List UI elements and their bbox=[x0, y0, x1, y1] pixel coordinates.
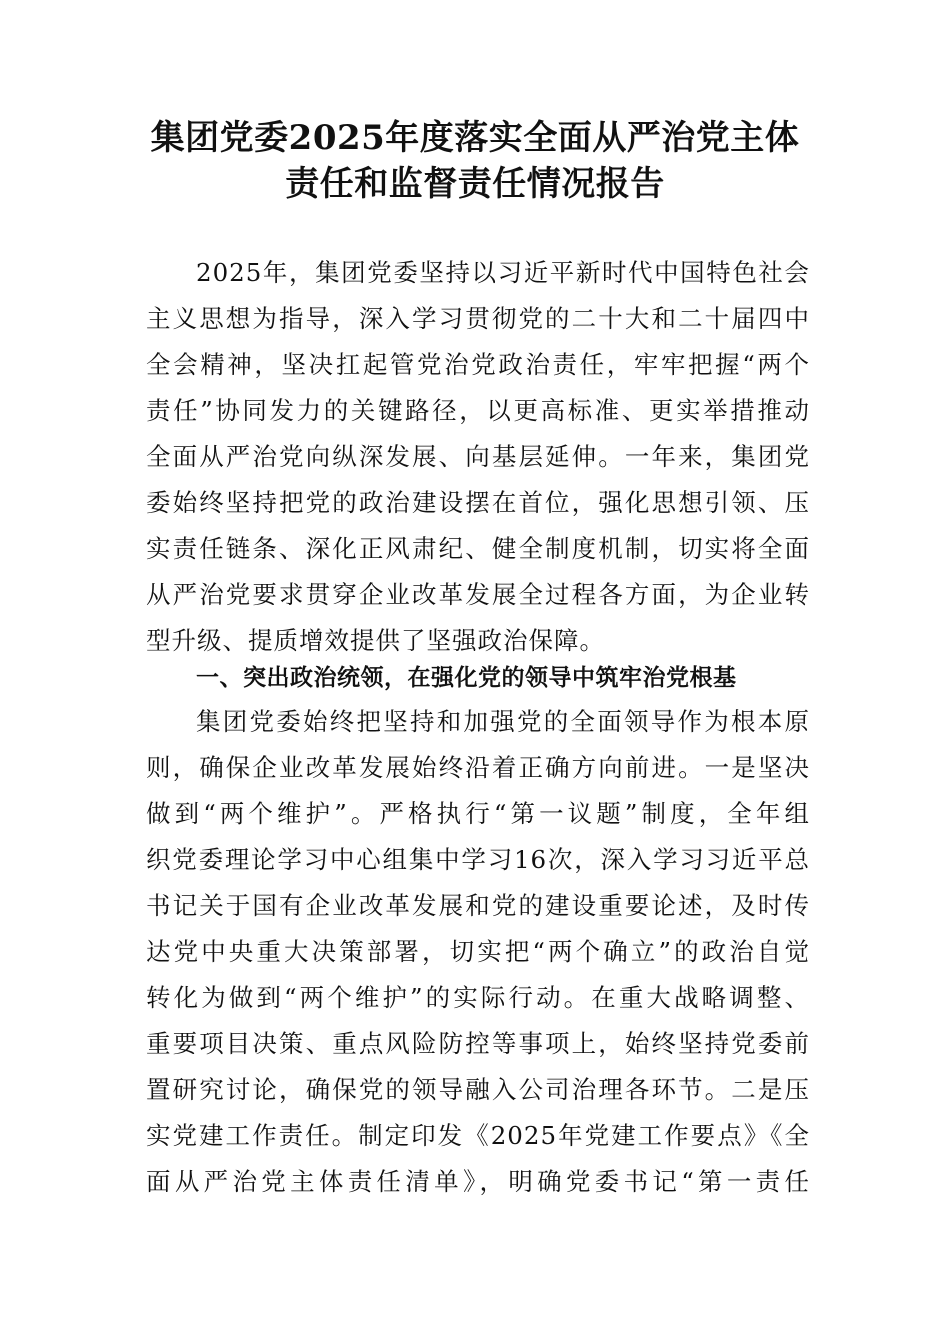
paragraph-line: 转化为做到“两个维护”的实际行动。在重大战略调整、 bbox=[146, 983, 810, 1012]
paragraph-line: 委始终坚持把党的政治建设摆在首位，强化思想引领、压 bbox=[146, 488, 810, 517]
paragraph-line: 达党中央重大决策部署，切实把“两个确立”的政治自觉 bbox=[146, 937, 810, 966]
paragraph-section-1 bbox=[146, 699, 810, 1205]
paragraph-line: 织党委理论学习中心组集中学习16次，深入学习习近平总 bbox=[146, 845, 810, 874]
paragraph-line: 实责任链条、深化正风肃纪、健全制度机制，切实将全面 bbox=[146, 534, 810, 563]
paragraph-line: 则，确保企业改革发展始终沿着正确方向前进。一是坚决 bbox=[146, 753, 810, 782]
paragraph-line: 全面从严治党向纵深发展、向基层延伸。一年来，集团党 bbox=[146, 442, 810, 471]
paragraph-line: 实党建工作责任。制定印发《2025年党建工作要点》《全 bbox=[146, 1121, 810, 1150]
paragraph-line: 型升级、提质增效提供了坚强政治保障。 bbox=[146, 626, 605, 655]
document-title-line-1: 集团党委2025年度落实全面从严治党主体 bbox=[150, 118, 800, 158]
paragraph-line: 置研究讨论，确保党的领导融入公司治理各环节。二是压 bbox=[146, 1075, 810, 1104]
paragraph-intro bbox=[146, 250, 810, 664]
paragraph-line: 做到“两个维护”。严格执行“第一议题”制度，全年组 bbox=[146, 799, 810, 828]
paragraph-line: 责任”协同发力的关键路径，以更高标准、更实举措推动 bbox=[146, 396, 810, 425]
section-heading-1: 一、突出政治统领，在强化党的领导中筑牢治党根基 bbox=[196, 665, 737, 691]
document-title-line-2: 责任和监督责任情况报告 bbox=[285, 164, 665, 204]
paragraph-line: 2025年，集团党委坚持以习近平新时代中国特色社会 bbox=[196, 258, 810, 287]
paragraph-line: 面从严治党主体责任清单》，明确党委书记“第一责任 bbox=[146, 1167, 810, 1196]
paragraph-line: 从严治党要求贯穿企业改革发展全过程各方面，为企业转 bbox=[146, 580, 810, 609]
paragraph-line: 集团党委始终把坚持和加强党的全面领导作为根本原 bbox=[196, 707, 810, 736]
paragraph-line: 书记关于国有企业改革发展和党的建设重要论述，及时传 bbox=[146, 891, 810, 920]
paragraph-line: 主义思想为指导，深入学习贯彻党的二十大和二十届四中 bbox=[146, 304, 810, 333]
paragraph-line: 全会精神，坚决扛起管党治党政治责任，牢牢把握“两个 bbox=[146, 350, 810, 379]
paragraph-line: 重要项目决策、重点风险防控等事项上，始终坚持党委前 bbox=[146, 1029, 810, 1058]
